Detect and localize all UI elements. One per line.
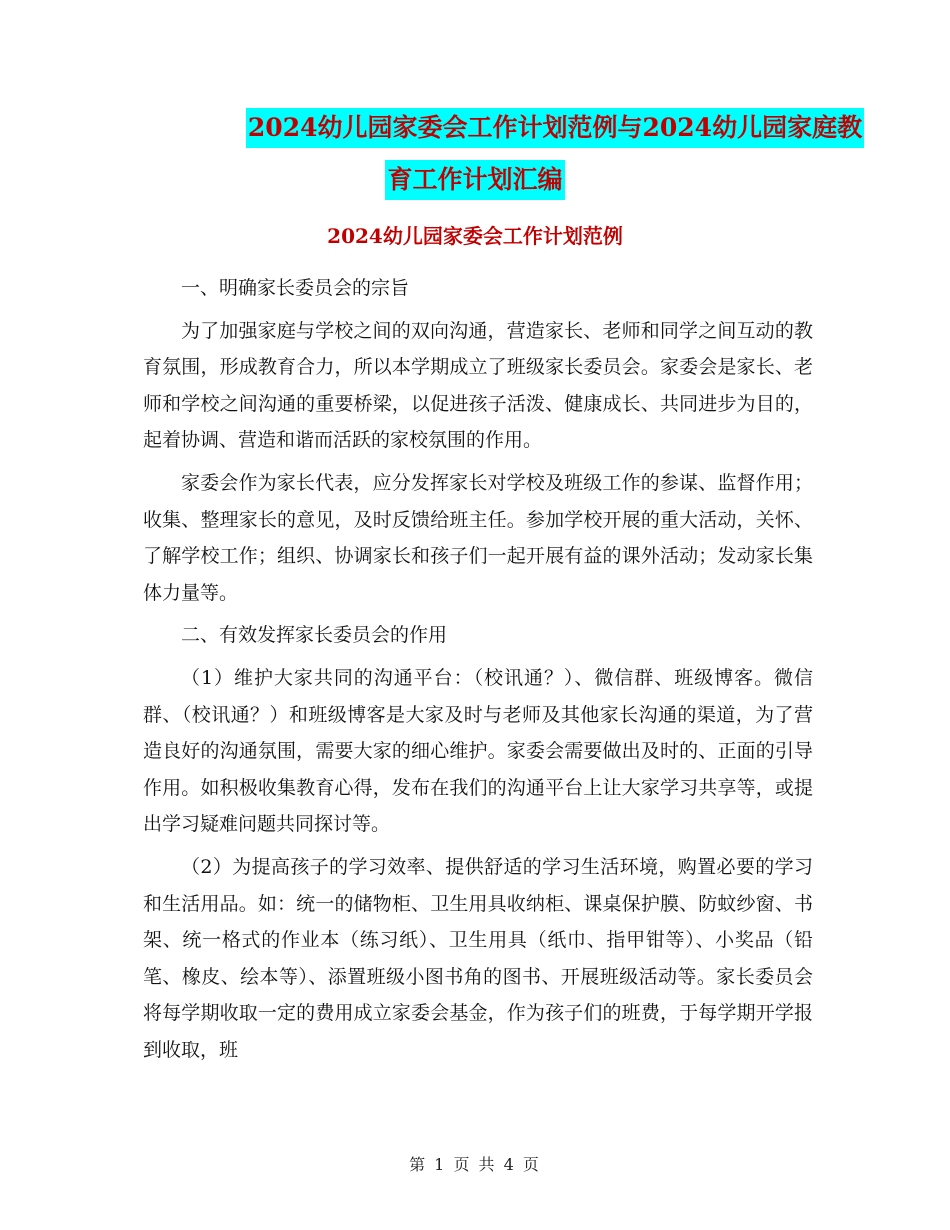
page-number: 第 1 页 共 4 页 bbox=[409, 1155, 541, 1174]
section-title: 2024幼儿园家委会工作计划范例 bbox=[327, 224, 623, 248]
heading-1: 一、明确家长委员会的宗旨 bbox=[181, 277, 410, 299]
document-body bbox=[143, 270, 813, 1068]
document-title bbox=[0, 108, 950, 200]
paragraph-purpose: 为了加强家庭与学校之间的双向沟通，营造家长、老师和同学之间互动的教育氛围，形成教育合力，所以本学期成立了班级家长委员会。家委会是家长、老师和学校之间沟通的重要桥梁，以促进孩子活泼、健康成长、共同进步为目的，起着协调、营造和谐而活跃的家校氛围的作用。 bbox=[143, 319, 813, 452]
title-line-2: 育工作计划汇编 bbox=[385, 160, 564, 200]
paragraph-role: 家委会作为家长代表，应分发挥家长对学校及班级工作的参谋、监督作用；收集、整理家长的意见，及时反馈给班主任。参加学校开展的重大活动，关怀、了解学校工作；组织、协调家长和孩子们一起开展有益的课外活动；发动家长集体力量等。 bbox=[143, 471, 813, 604]
heading-2: 二、有效发挥家长委员会的作用 bbox=[181, 624, 448, 647]
paragraph-item-2: （2）为提高孩子的学习效率、提供舒适的学习生活环境，购置必要的学习和生活用品。如：统一的储物柜、卫生用具收纳柜、课桌保护膜、防蚊纱窗、书架、统一格式的作业本（练习纸）、卫生用具（纸巾、指甲钳等）、小奖品（铅笔、橡皮、绘本等）、添置班级小图书角的图书、开展班级活动等。家长委员会将每学期收取一定的费用成立家委会基金，作为孩子们的班费，于每学期开学报到收取，班 bbox=[143, 855, 813, 1061]
paragraph-item-1: （1）维护大家共同的沟通平台：（校讯通？）、微信群、班级博客。微信群、（校讯通？）和班级博客是大家及时与老师及其他家长沟通的渠道，为了营造良好的沟通氛围，需要大家的细心维护。家委会需要做出及时的、正面的引导作用。如积极收集教育心得，发布在我们的沟通平台上让大家学习共享等，或提出学习疑难问题共同探讨等。 bbox=[143, 666, 813, 836]
title-line-1: 2024幼儿园家委会工作计划范例与2024幼儿园家庭教 bbox=[246, 108, 864, 148]
